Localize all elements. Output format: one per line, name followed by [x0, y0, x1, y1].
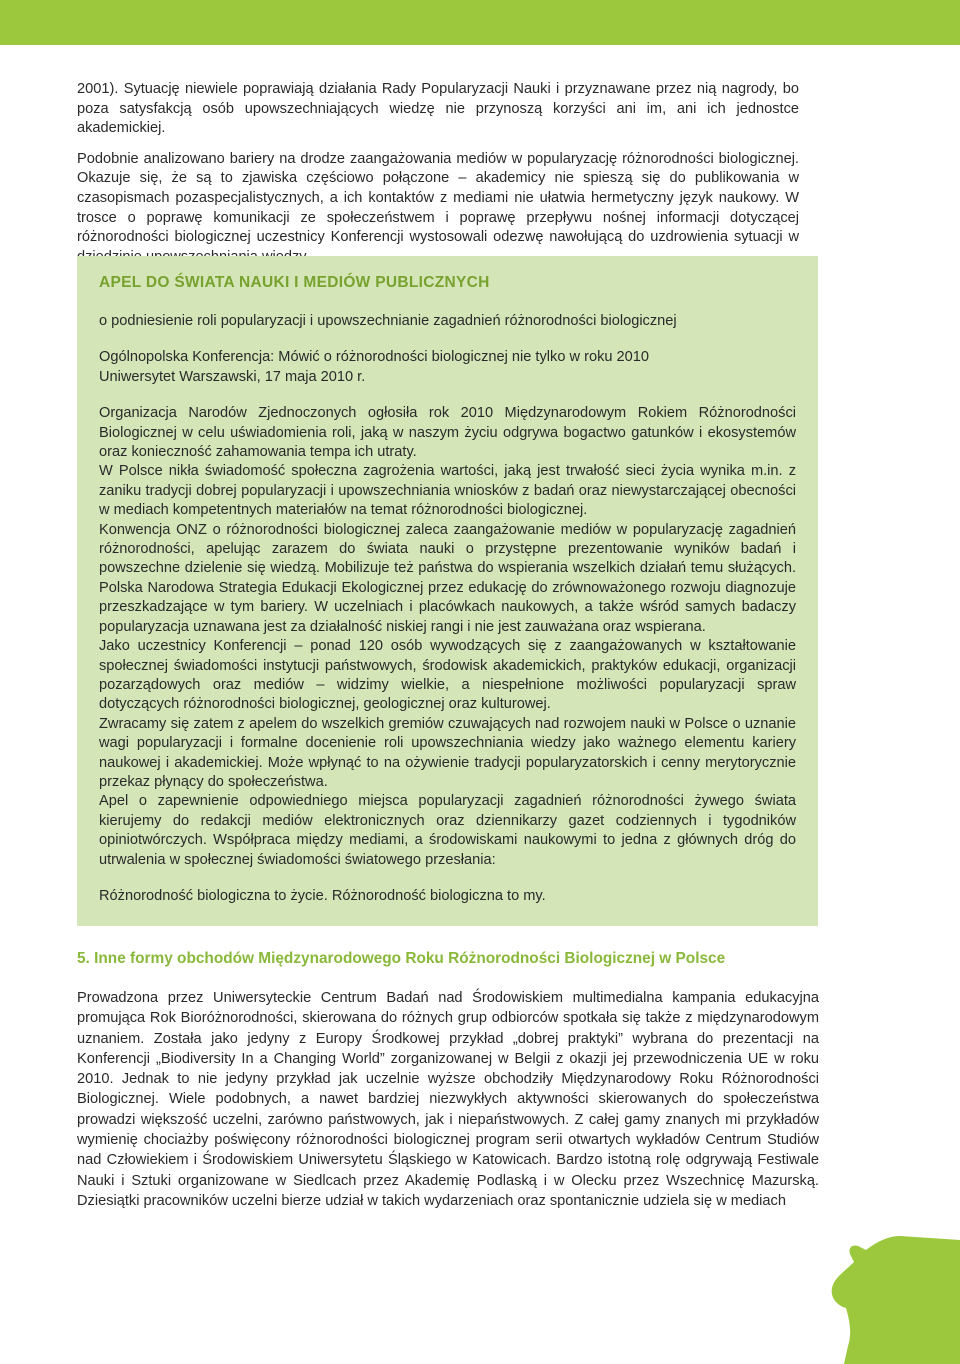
- header-green-bar: [0, 0, 960, 45]
- appeal-paragraph: Jako uczestnicy Konferencji – ponad 120 osób wywodzących się z zaangażowanych w kształtowanie społecznej świadomości instytucji państwowych, środowisk akademickich, praktyków edukacji, organizacji pozarządowych oraz mediów – widzimy wielkie, a niespełnione możliwości popularyzacji spraw dotyczących różnorodności biologicznej, geologicznej oraz kulturowej.: [99, 638, 796, 713]
- appeal-paragraph: Apel o zapewnienie odpowiedniego miejsca popularyzacji zagadnień różnorodności żywego świata kierujemy do redakcji mediów elektronicznych oraz dziennikarzy gazet codziennych i tygodników opiniotwórczych. Współpraca między mediami, a środowiskami naukowymi to jedna z głównych dróg do utrwalenia w społecznej świadomości światowego przesłania:: [99, 793, 796, 868]
- appeal-title: APEL DO ŚWIATA NAUKI I MEDIÓW PUBLICZNYCH: [99, 274, 490, 291]
- intro-paragraph-2-text: Podobnie analizowano bariery na drodze zaangażowania mediów w popularyzację różnorodności biologicznej.: [77, 150, 799, 167]
- bear-silhouette-icon: [830, 1236, 960, 1364]
- appeal-subtitle: o podniesienie roli popularyzacji i upowszechnianie zagadnień różnorodności biologicznej: [99, 313, 677, 329]
- page-number: 17: [801, 1322, 823, 1342]
- appeal-venue: Uniwersytet Warszawski, 17 maja 2010 r.: [99, 368, 366, 385]
- appeal-paragraph: Konwencja ONZ o różnorodności biologicznej zaleca zaangażowanie mediów w popularyzację zagadnień różnorodności, apelując zarazem do świata nauki o przystępne prezentowanie wyników badań i powszechne dzielenie się wiedzą. Mobilizuje też państwa do wspierania wszelkich działań temu służących. Polska Narodowa Strategia Edukacji Ekologicznej przez edukację do zrównoważonego rozwoju diagnozuje przeszkadzające w tym bariery. W uczelniach i placówkach naukowych, a także wśród samych badaczy popularyzacja uznawana jest za działalność niskiej rangi i nie jest zauważana oraz wspierana.: [99, 521, 796, 635]
- appeal-paragraph: Organizacja Narodów Zjednoczonych ogłosiła rok 2010 Międzynarodowym Rokiem Różnorodności Biologicznej w celu uświadomienia roli, jaką w naszym życiu odgrywa bogactwo gatunków i ekosystemów oraz konieczność zahamowania tempa ich utraty.: [99, 405, 796, 461]
- intro-text: [77, 80, 799, 267]
- section-heading: 5. Inne formy obchodów Międzynarodowego Roku Różnorodności Biologicznej w Polsce: [77, 950, 726, 967]
- appeal-conference: Ogólnopolska Konferencja: Mówić o różnorodności biologicznej nie tylko w roku 2010: [99, 349, 650, 366]
- appeal-paragraph: W Polsce nikła świadomość społeczna zagrożenia wartości, jaką jest trwałość sieci życia wynika m.in. z zaniku tradycji dobrej popularyzacji i upowszechniania wniosków z badań oraz niewystarczającej obecności w mediach kompetentnych materiałów na temat różnorodności biologicznej.: [99, 463, 796, 519]
- intro-paragraph-3-text: Okazuje się, że są to zjawiska częściowo połączone – akademicy nie spieszą się do publikowania w czasopismach pozaspecjalistycznych, a ich kontaktów z mediami nie ułatwia hermetyczny język naukowy. W trosce o poprawę komunikacji ze społeczeństwem i poprawę przepływu nośnej informacji dotyczącej różnorodności biologicznej uczestnicy Konferencji wystosowali odezwę nawołującą do uzdrowienia sytuacji w: [77, 170, 799, 246]
- appeal-paragraph: Zwracamy się zatem z apelem do wszelkich gremiów czuwających nad rozwojem nauki w Polsce o uznanie wagi popularyzacji i formalne docenienie roli upowszechniania wiedzy jako ważnego elementu kariery naukowej i akademickiej. Może wpłynąć to na ożywienie tradycji popularyzatorskich i cenny merytorycznie przekaz płynący do społeczeństwa.: [99, 715, 796, 790]
- appeal-closing: Różnorodność biologiczna to życie. Różnorodność biologiczna to my.: [99, 887, 546, 904]
- appeal-box: [77, 256, 818, 926]
- section-body: Prowadzona przez Uniwersyteckie Centrum Badań nad Środowiskiem multimedialna kampania edukacyjna promująca Rok Bioróżnorodności, skierowana do różnych grup odbiorców spotkała się także z międzynarodowym uznaniem. Została jako jedyny z Europy Środkowej przykład „dobrej praktyki” wybrana do prezentacji na Konferencji „Biodiversity In a Changing World” zorganizowanej w Belgii z okazji jej przewodniczenia UE w roku 2010. Jednak to nie jedyny przykład jak uczelnie wyższe obchodziły Międzynarodowy Roku Różnorodności Biologicznej. Wiele podobnych, a nawet bardziej niezwykłych aktywności skierowanych do społeczeństwa prowadzi większość uczelni, zarówno państwowych, jak i niepaństwowych. Z całej gamy znanych mi przykładów wymienię chociażby poświęcony różnorodności biologicznej program serii otwartych wykładów Centrum Studiów nad Człowiekiem i Środowiskiem Uniwersytetu Śląskiego w Katowicach. Bardzo istotną rolę odgrywają Festiwale Nauki i Sztuki organizowane w Siedlcach przez Akademię Podlaską i w Olecku przez Wszechnicę Mazurską. Dziesiątki pracowników uczelni bierze udział w takich wydarzeniach oraz spontanicznie udziela się w mediach: [77, 990, 819, 1209]
- intro-paragraph-1: 2001). Sytuację niewiele poprawiają działania Rady Popularyzacji Nauki i przyznawane przez nią nagrody, bo poza satysfakcją osób upowszechniających wiedzę nie przynoszą korzyści ani im, ani ich jednostce akademickiej.: [77, 81, 799, 137]
- intro-paragraph-2: [77, 150, 799, 268]
